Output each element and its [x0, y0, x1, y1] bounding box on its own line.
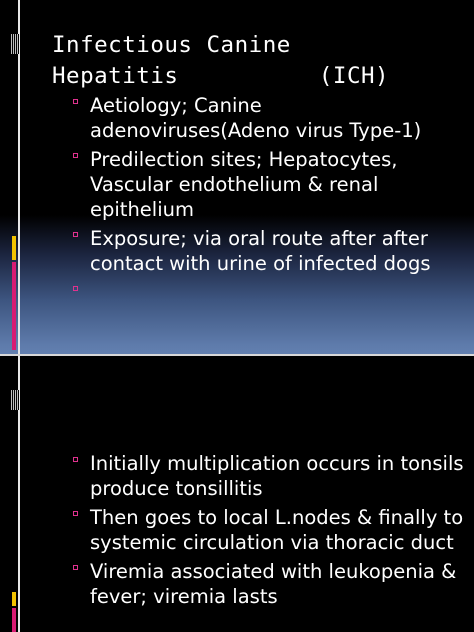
bullet-square-icon [73, 153, 78, 158]
bullet-square-icon [73, 286, 78, 291]
list-item: Viremia associated with leukopenia & fever; viremia lasts [73, 559, 466, 609]
bullet-square-icon [73, 457, 78, 462]
bullet-square-icon [73, 511, 78, 516]
list-item: Predilection sites; Hepatocytes, Vascular endothelium & renal epithelium [73, 147, 466, 222]
accent-bar-magenta [12, 608, 16, 632]
slide-grip-handle [11, 390, 19, 410]
slide-grip-handle [11, 34, 19, 54]
bullet-square-icon [73, 232, 78, 237]
accent-bar-yellow [12, 236, 16, 260]
bullet-square-icon [73, 99, 78, 104]
list-item: Aetiology; Canine adenoviruses(Adeno virus Type-1) [73, 93, 466, 143]
slide-title: Infectious Canine Hepatitis (ICH) [52, 32, 390, 89]
slide-2 [0, 356, 474, 632]
accent-bar-yellow [12, 592, 16, 606]
accent-bar-magenta [12, 262, 16, 350]
list-item: Then goes to local L.nodes & finally to systemic circulation via thoracic duct [73, 505, 466, 555]
bullet-list [73, 451, 466, 609]
bullet-square-icon [73, 565, 78, 570]
list-item: Exposure; via oral route after after contact with urine of infected dogs [73, 226, 466, 276]
list-item [73, 280, 466, 305]
bullet-list [73, 93, 466, 305]
list-item: Initially multiplication occurs in tonsils produce tonsillitis [73, 451, 466, 501]
